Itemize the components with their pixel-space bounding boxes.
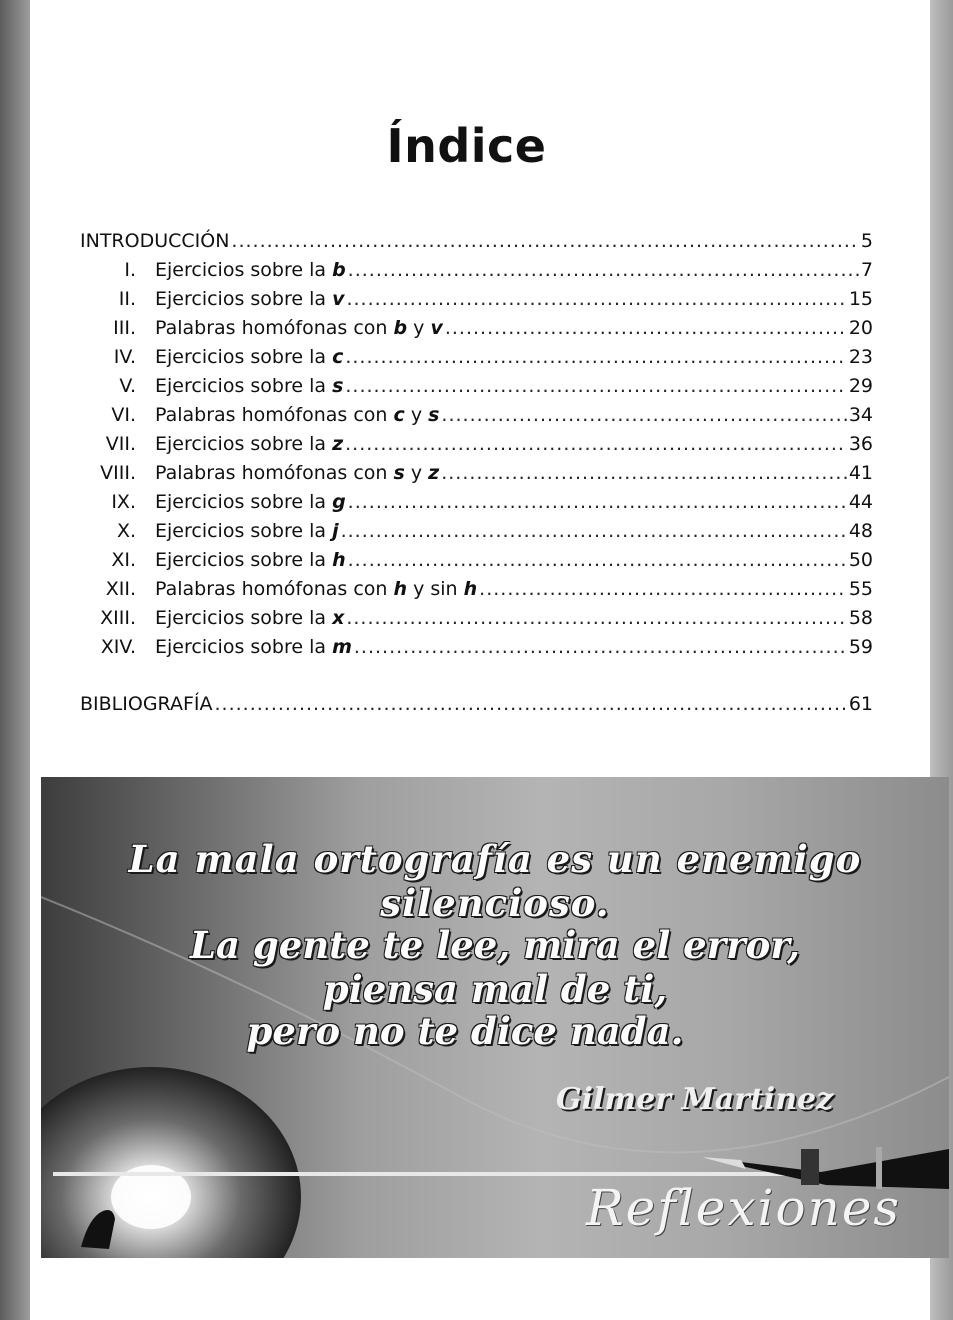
dot-leader xyxy=(346,288,846,310)
toc-entry-letter: m xyxy=(332,635,352,658)
toc-page-number: 7 xyxy=(860,258,873,281)
toc-entry-letter: h xyxy=(393,577,408,600)
toc-entry-text: Ejercicios sobre la xyxy=(155,287,333,310)
toc-entry-letter: b xyxy=(393,316,408,339)
toc-entry-text: Ejercicios sobre la xyxy=(155,606,333,629)
toc-entry-label xyxy=(155,346,343,368)
toc-page-number: 20 xyxy=(848,316,873,339)
toc-entry-text: Ejercicios sobre la xyxy=(155,635,333,658)
dot-leader xyxy=(479,578,847,600)
toc-entry-letter: s xyxy=(332,374,344,397)
toc-chapter-number: II. xyxy=(118,287,136,310)
toc-entry-chapter[interactable] xyxy=(80,574,873,603)
toc-entry-label xyxy=(155,259,346,281)
dot-leader xyxy=(354,636,847,658)
toc-entry-chapter[interactable] xyxy=(80,400,873,429)
toc-chapter-number: XI. xyxy=(111,548,136,571)
toc-entry-text: Ejercicios sobre la xyxy=(155,374,333,397)
quote-line: La mala ortografía es un enemigo xyxy=(128,837,862,881)
dot-leader xyxy=(231,230,858,252)
dot-leader xyxy=(345,375,846,397)
toc-entry-letter: c xyxy=(332,345,344,368)
toc-entry-chapter[interactable] xyxy=(80,342,873,371)
toc-entry-text: Ejercicios sobre la xyxy=(155,345,333,368)
quote-line: La gente te lee, mira el error, xyxy=(189,923,801,967)
toc-entry-letter: z xyxy=(332,432,344,455)
toc-entry-letter: v xyxy=(332,287,345,310)
toc-page-number: 34 xyxy=(848,403,873,426)
toc-entry-chapter[interactable] xyxy=(80,313,873,342)
toc-entry-chapter[interactable] xyxy=(80,458,873,487)
toc-entry-text: y xyxy=(407,316,431,339)
toc-entry-label xyxy=(155,404,439,426)
toc-entry-label xyxy=(155,462,439,484)
toc-entry-chapter[interactable] xyxy=(80,487,873,516)
toc-chapter-number: VII. xyxy=(105,432,136,455)
toc-entry-chapter[interactable] xyxy=(80,371,873,400)
toc-page-number: 5 xyxy=(860,229,873,252)
toc-entry-chapter[interactable] xyxy=(80,603,873,632)
dot-leader xyxy=(348,491,847,513)
toc-entry-letter: c xyxy=(393,403,405,426)
toc-entry-text: Ejercicios sobre la xyxy=(155,258,333,281)
toc-page-number: 36 xyxy=(848,432,873,455)
toc-entry-text: y sin xyxy=(407,577,464,600)
dot-leader xyxy=(341,520,847,542)
toc-entry-letter: h xyxy=(463,577,478,600)
toc-chapter-list xyxy=(80,255,873,661)
toc-chapter-number: X. xyxy=(116,519,136,542)
quote-banner-image xyxy=(41,777,949,1258)
toc-entry-letter: v xyxy=(430,316,443,339)
toc-chapter-number: XIV. xyxy=(100,635,136,658)
toc-entry-letter: g xyxy=(332,490,346,513)
dot-leader xyxy=(348,259,859,281)
toc-entry-label xyxy=(155,433,343,455)
toc-entry-label xyxy=(155,375,343,397)
toc-entry-text: Palabras homófonas con xyxy=(155,316,394,339)
toc-chapter-number: VIII. xyxy=(100,461,136,484)
toc-entry-text: Ejercicios sobre la xyxy=(155,432,333,455)
toc-page-number: 23 xyxy=(848,345,873,368)
toc-entry-text: y xyxy=(404,461,429,484)
dot-leader xyxy=(215,693,847,715)
dot-leader xyxy=(345,346,846,368)
toc-entry-letter: x xyxy=(332,606,345,629)
table-of-contents xyxy=(80,226,873,718)
toc-entry-label xyxy=(155,288,344,310)
toc-entry-label: INTRODUCCIÓN xyxy=(80,229,230,252)
dot-leader xyxy=(348,549,847,571)
toc-entry-letter: h xyxy=(332,548,346,571)
quote-line: pero no te dice nada. xyxy=(246,1009,684,1053)
toc-entry-letter: b xyxy=(332,258,346,281)
toc-entry-label: BIBLIOGRAFÍA xyxy=(80,692,213,715)
toc-page-number: 41 xyxy=(848,461,873,484)
toc-chapter-number: VI. xyxy=(111,403,136,426)
toc-entry-text: Palabras homófonas con xyxy=(155,577,394,600)
dot-leader xyxy=(346,607,846,629)
quote-author: Gilmer Martinez xyxy=(556,1082,834,1117)
brand-logo-text: Reflexiones xyxy=(586,1179,902,1237)
toc-entry-label xyxy=(155,607,344,629)
toc-entry-label xyxy=(155,317,443,339)
toc-entry-text: Ejercicios sobre la xyxy=(155,548,333,571)
toc-chapter-number: III. xyxy=(113,316,136,339)
toc-entry-label xyxy=(155,578,477,600)
toc-entry-introduction[interactable] xyxy=(80,226,873,255)
tunnel-swirl-icon xyxy=(41,1067,301,1258)
toc-chapter-number: XIII. xyxy=(100,606,136,629)
toc-page-number: 50 xyxy=(848,548,873,571)
toc-chapter-number: I. xyxy=(124,258,136,281)
toc-entry-letter: j xyxy=(332,519,339,542)
dot-leader xyxy=(441,404,846,426)
quote-line: silencioso. xyxy=(380,881,610,925)
toc-entry-chapter[interactable] xyxy=(80,429,873,458)
toc-chapter-number: V. xyxy=(119,374,136,397)
toc-entry-text: Palabras homófonas con xyxy=(155,403,394,426)
toc-entry-label xyxy=(155,520,339,542)
toc-page-number: 59 xyxy=(848,635,873,658)
toc-entry-letter: z xyxy=(428,461,440,484)
toc-entry-text: Ejercicios sobre la xyxy=(155,490,333,513)
dot-leader xyxy=(445,317,847,339)
toc-entry-bibliography[interactable] xyxy=(80,689,873,718)
toc-entry-text: Ejercicios sobre la xyxy=(155,519,333,542)
dot-leader xyxy=(345,433,847,455)
toc-entry-chapter[interactable] xyxy=(80,284,873,313)
toc-entry-chapter[interactable] xyxy=(80,545,873,574)
toc-entry-chapter[interactable] xyxy=(80,255,873,284)
quote-line: piensa mal de ti, xyxy=(322,967,668,1011)
toc-entry-letter: s xyxy=(393,461,405,484)
toc-entry-chapter[interactable] xyxy=(80,516,873,545)
toc-entry-text: y xyxy=(404,403,429,426)
toc-page-number: 58 xyxy=(848,606,873,629)
dot-leader xyxy=(441,462,847,484)
toc-chapter-number: IX. xyxy=(111,490,136,513)
toc-entry-label xyxy=(155,491,346,513)
toc-chapter-number: XII. xyxy=(105,577,136,600)
toc-entry-letter: s xyxy=(428,403,440,426)
page-title: Índice xyxy=(386,118,547,173)
toc-page-number: 29 xyxy=(848,374,873,397)
toc-page-number: 44 xyxy=(848,490,873,513)
toc-entry-label xyxy=(155,549,346,571)
toc-entry-text: Palabras homófonas con xyxy=(155,461,394,484)
toc-chapter-number: IV. xyxy=(113,345,136,368)
toc-page-number: 48 xyxy=(848,519,873,542)
toc-entry-label xyxy=(155,636,352,658)
toc-page-number: 61 xyxy=(848,692,873,715)
toc-page-number: 55 xyxy=(848,577,873,600)
toc-page-number: 15 xyxy=(848,287,873,310)
toc-entry-chapter[interactable] xyxy=(80,632,873,661)
